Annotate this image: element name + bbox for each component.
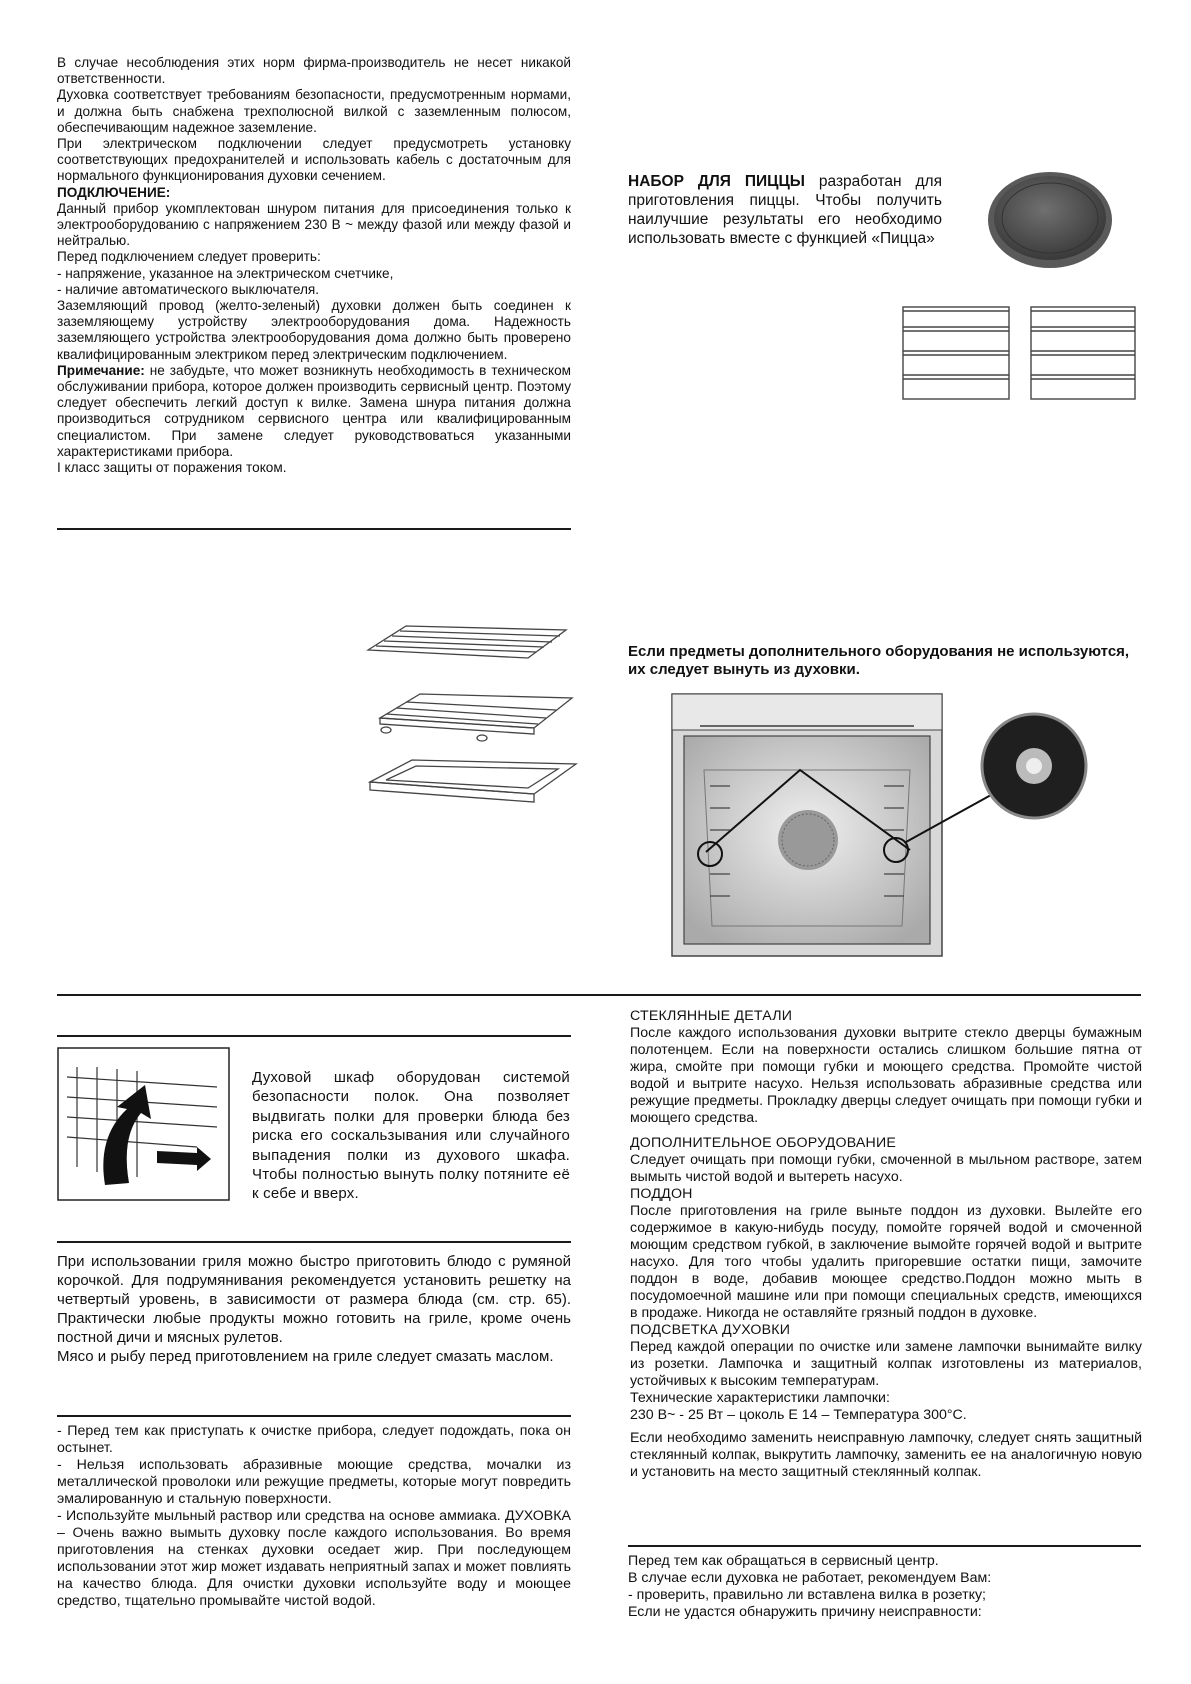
grill-oil-text: Мясо и рыбу перед приготовлением на гриле следует смазать маслом. (57, 1348, 554, 1365)
protection-class-text: I класс защиты от поражения током. (57, 460, 287, 476)
tray-text: После приготовления на гриле выньте поддон из духовки. Вылейте его содержимое в какую-нибудь посуду, помойте горячей водой и смоченной моющим средством губкой, в заключение вымойте горячей водой и вытрите насухо. Для того чтобы удалить пригоревшие остатки пищи, замочите поддон в воде, добавив моющее средство.Поддон можно мыть в посудомоечной машине или при помощи специальных средств, имеющихся в продаже. Никогда не оставляйте грязный поддон в духовке. (630, 1203, 1142, 1321)
service-line: Если не удастся обнаружить причину неисправности: (628, 1604, 982, 1620)
check-item: - наличие автоматического выключателя. (57, 281, 320, 297)
divider (628, 1545, 1141, 1547)
service-section (628, 1553, 1142, 1621)
maintenance-section (630, 1008, 1142, 1481)
pizza-section (628, 172, 942, 248)
ground-wire-text: Заземляющий провод (желто-зеленый) духовки должен быть соединен к заземляющему устройству электрооборудования дома. Надежность заземляющего устройства электрооборудования дома должно быть проверено квалифицированным электриком перед электрическим подключением. (57, 298, 571, 362)
connection-text: Данный прибор укомплектован шнуром питания для присоединения только к электрооборудованию с напряжением 230 В ~ между фазой или между фазой и нейтралью. (57, 200, 571, 249)
lamp-heading: ПОДСВЕТКА ДУХОВКИ (630, 1322, 791, 1338)
fuse-requirement-text: При электрическом подключении следует предусмотреть установку соответствующих предохранителей и использовать кабель с достаточным для нормального функционирования духовки сечением. (57, 136, 571, 184)
accessories-text: Следует очищать при помощи губки, смоченной в мыльном растворе, затем вымыть чистой водой и вытереть насухо. (630, 1152, 1142, 1185)
divider (57, 994, 1141, 996)
oven-accessories-image (366, 620, 580, 820)
divider (57, 1035, 571, 1037)
check-item: - напряжение, указанное на электрическом счетчике, (57, 265, 394, 281)
grounding-requirement-text: Духовка соответствует требованиям безопасности, предусмотренным нормами, и должна быть снабжена трехполюсной вилкой с заземленным полюсом, обеспечивающим надежное заземление. (57, 87, 571, 135)
safety-section (57, 55, 571, 476)
cleaning-item: - Нельзя использовать абразивные моющие средства, мочалки из металлической проволоки или режущие предметы, которые могут повредить эмалированную и стальную поверхности. (57, 1457, 571, 1507)
warranty-text: В случае несоблюдения этих норм фирма-производитель не несет никакой ответственности. (57, 55, 571, 87)
side-racks-image (897, 303, 1141, 407)
note-label: Примечание: (57, 362, 145, 378)
grill-text: При использовании гриля можно быстро приготовить блюдо с румяной корочкой. Для подрумянивания рекомендуется установить решетку на четвертый уровень, в зависимости от размера блюда (см. стр. 65). Практически любые продукты можно готовить на гриле, кроме очень постной дичи и мясных рулетов. (57, 1253, 571, 1346)
connection-heading: ПОДКЛЮЧЕНИЕ: (57, 184, 171, 200)
grill-section (57, 1252, 571, 1366)
lamp-replace-text: Если необходимо заменить неисправную лампочку, следует снять защитный стеклянный колпак, выкрутить лампочку, заменить ее на аналогичную новую и установить на место защитный стеклянный колпак. (630, 1430, 1142, 1480)
pizza-pan-image (985, 168, 1115, 270)
remove-accessories-note: Если предметы дополнительного оборудования не используются, их следует вынуть из духовки. (628, 643, 1130, 678)
tray-heading: ПОДДОН (630, 1186, 693, 1202)
shelf-safety-text: Духовой шкаф оборудован системой безопасности полок. Она позволяет выдвигать полки для проверки блюда без риска его соскальзывания или случайного выпадения полки из духового шкафа. Чтобы полностью вынуть полку потяните её к себе и вверх. (252, 1069, 570, 1203)
cleaning-item: - Используйте мыльный раствор или средства на основе аммиака. ДУХОВКА – Очень важно вымыть духовку после каждого использования. Во время приготовления на стенках духовки оседает жир. При последующем использовании этот жир может издавать неприятный запах и может повлиять на качество блюда. Для очистки духовки используйте воду и моющее средство, тщательно промывайте чистой водой. (57, 1508, 571, 1609)
pizza-paragraph (628, 172, 942, 248)
lamp-text: Перед каждой операции по очистке или замене лампочки вынимайте вилку из розетки. Лампочка и защитный колпак изготовлены из материалов, устойчивых к высоким температурам. (630, 1339, 1142, 1389)
note-paragraph (57, 363, 571, 460)
divider (57, 528, 571, 530)
cleaning-item: - Перед тем как приступать к очистке прибора, следует подождать, пока он остынет. (57, 1423, 571, 1456)
note-text: не забудьте, что может возникнуть необходимость в техническом обслуживании прибора, которое должен производить сервисный центр. Поэтому следует обеспечить легкий доступ к вилке. Замена шнура питания должна производиться сотрудником сервисного центра или квалифицированным специалистом. При замене следует руководствоваться указанными характеристиками прибора. (57, 362, 571, 459)
divider (57, 1415, 571, 1417)
glass-heading: СТЕКЛЯННЫЕ ДЕТАЛИ (630, 1008, 793, 1024)
divider (57, 1241, 571, 1243)
lamp-spec-title: Технические характеристики лампочки: (630, 1390, 890, 1406)
cleaning-section (57, 1423, 571, 1610)
accessories-heading: ДОПОЛНИТЕЛЬНОЕ ОБОРУДОВАНИЕ (630, 1135, 897, 1151)
oven-interior-image (670, 690, 1150, 960)
glass-text: После каждого использования духовки вытрите стекло дверцы бумажным полотенцем. Если на поверхности остались слишком большие пятна от жира, смойте при помощи губки и моющего средства. Промойте чистой водой и вытрите насухо. Нельзя использовать абразивные средства или режущие предметы. Прокладку дверцы следует очищать при помощи губки и моющего средства. (630, 1025, 1142, 1126)
service-line: В случае если духовка не работает, рекомендуем Вам: (628, 1570, 992, 1586)
check-intro: Перед подключением следует проверить: (57, 249, 321, 265)
shelf-slide-image (57, 1047, 230, 1201)
lamp-spec-value: 230 В~ - 25 Вт – цоколь Е 14 – Температура 300°C. (630, 1407, 967, 1423)
pizza-text: разработан для приготовления пиццы. Чтобы получить наилучшие результаты его необходимо использовать вместе с функцией «Пицца» (628, 173, 942, 247)
service-line: Перед тем как обращаться в сервисный центр. (628, 1553, 939, 1569)
pizza-title: НАБОР ДЛЯ ПИЦЦЫ (628, 173, 805, 190)
service-line: - проверить, правильно ли вставлена вилка в розетку; (628, 1587, 986, 1603)
